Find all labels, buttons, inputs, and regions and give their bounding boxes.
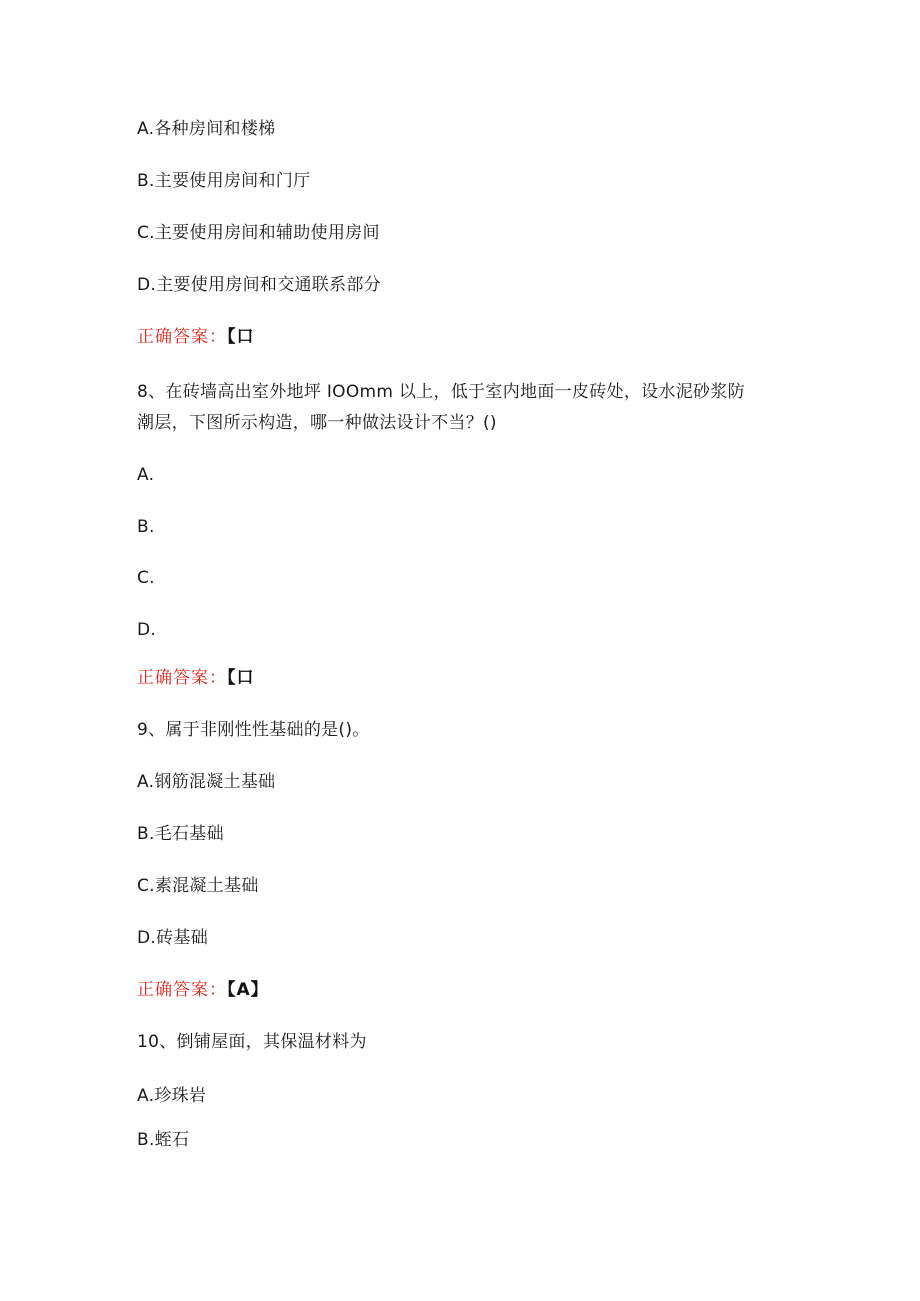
option-b-q9: B.毛石基础 bbox=[137, 824, 224, 844]
question-8-line-2: 潮层，下图所示构造，哪一种做法设计不当？() bbox=[137, 413, 497, 433]
answer-label: 正确答案： bbox=[137, 327, 227, 347]
option-a-q10: A.珍珠岩 bbox=[137, 1086, 207, 1106]
option-a-q8: A. bbox=[137, 465, 155, 485]
answer-q8 bbox=[137, 666, 255, 690]
answer-q9 bbox=[137, 978, 269, 1002]
option-d-q8: D. bbox=[137, 620, 157, 640]
answer-q7 bbox=[137, 325, 255, 349]
answer-label: 正确答案： bbox=[137, 668, 227, 688]
question-10: 10、倒铺屋面，其保温材料为 bbox=[137, 1032, 367, 1052]
answer-label: 正确答案： bbox=[137, 980, 227, 1000]
answer-value: 【A】 bbox=[227, 980, 269, 1000]
option-c-q7: C.主要使用房间和辅助使用房间 bbox=[137, 223, 380, 243]
option-b-q7: B.主要使用房间和门厅 bbox=[137, 171, 311, 191]
option-b-q10: B.蛭石 bbox=[137, 1130, 190, 1150]
answer-value: 【口 bbox=[227, 327, 255, 347]
option-c-q9: C.素混凝土基础 bbox=[137, 876, 259, 896]
option-d-q9: D.砖基础 bbox=[137, 928, 208, 948]
option-d-q7: D.主要使用房间和交通联系部分 bbox=[137, 275, 381, 295]
answer-value: 【口 bbox=[227, 668, 255, 688]
option-a-q7: A.各种房间和楼梯 bbox=[137, 119, 276, 139]
option-c-q8: C. bbox=[137, 568, 155, 588]
question-8-line-1: 8、在砖墙高出室外地坪 IOOmm 以上，低于室内地面一皮砖处，设水泥砂浆防 bbox=[137, 382, 745, 402]
option-b-q8: B. bbox=[137, 517, 155, 537]
option-a-q9: A.钢筋混凝土基础 bbox=[137, 772, 276, 792]
question-9: 9、属于非刚性性基础的是()。 bbox=[137, 720, 370, 740]
